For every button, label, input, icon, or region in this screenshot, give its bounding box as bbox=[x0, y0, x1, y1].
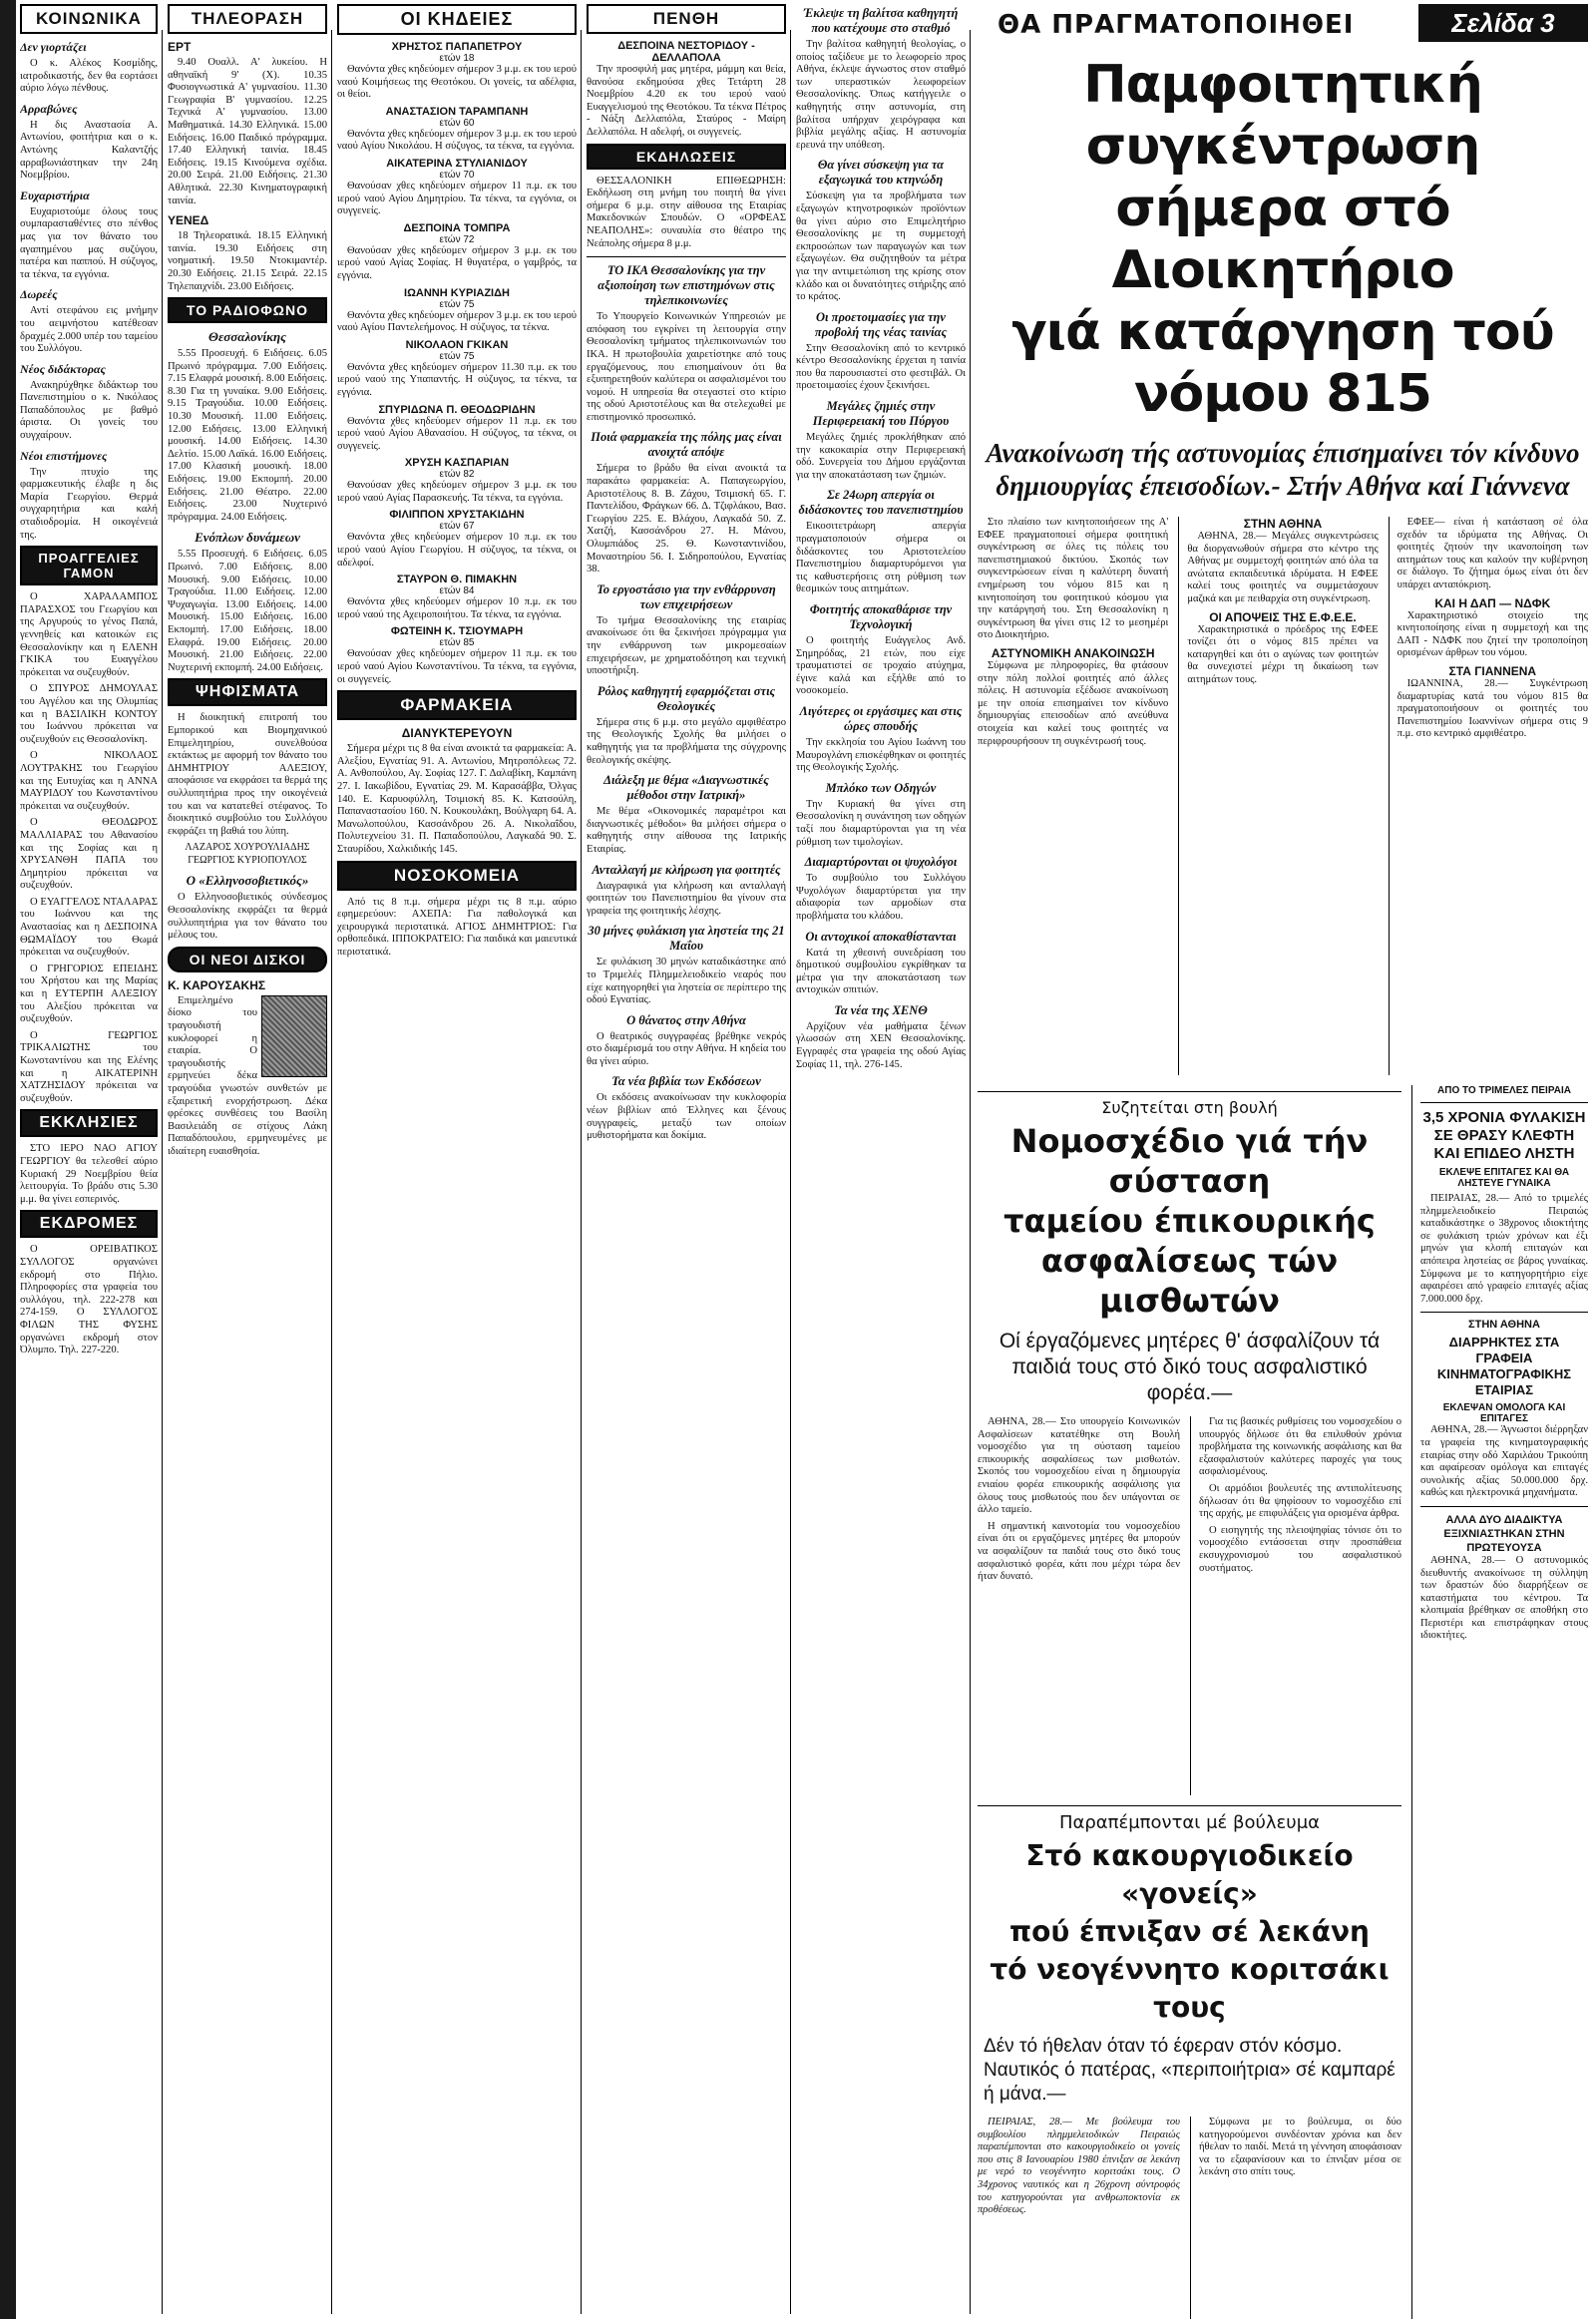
social-item-title: Αρραβώνες bbox=[20, 101, 78, 116]
divider bbox=[978, 1805, 1401, 1806]
news-brief-text: Με θέμα «Οικονομικές παραμέτροι και διαγνωστικές μέθοδοι» θα μιλήσει σήμερα ο καθηγητής στην αίθουσα της Ιατρικής Εταιρίας. bbox=[587, 806, 786, 855]
social-item-text: Αντί στεφάνου εις μνήμην του αειμνήστου κατέθεσαν δραχμές 2.000 υπέρ του ταμείου του Συλλόγου. bbox=[20, 305, 158, 355]
side-subhead-bonds: ΕΚΛΕΨΑΝ ΟΜΟΛΟΓΑ ΚΑΙ ΕΠΙΤΑΓΕΣ bbox=[1442, 1402, 1566, 1425]
funeral-text: Θανούσαν χθες κηδεύομεν σήμερον 3 μ.μ. εκ του ιερού ναού Αγίας Σοφίας. Η θυγατέρα, ο γαμβρός, τα εγγόνια. bbox=[337, 244, 577, 281]
funeral-text: Θανούσαν χθες κηδεύομεν σήμερον 3 μ.μ. εκ του ιερού ναού Αγίας Παρασκευής. Τα τέκνα, τα εγγόνια. bbox=[337, 480, 577, 504]
lead-deck: Ανακοίνωση τής αστυνομίας έπισημαίνει τόν κίνδυνο δημιουργίας έπεισοδίων.- Στήν Αθήνα καί Γιάννενα bbox=[986, 438, 1580, 501]
divider bbox=[1420, 1506, 1588, 1507]
local-briefs bbox=[796, 6, 966, 1071]
left-gutter bbox=[0, 0, 16, 2319]
funeral-text: Θανούσαν χθες κηδεύομεν σήμερον 11 π.μ. εκ του ιερού ναού Αγίου Κωνσταντίνου. Τα τέκνα, τα εγγόνια, οι συγγενείς. bbox=[337, 648, 577, 685]
story-c-kicker: Παραπέμπονται μέ βούλευμα bbox=[1058, 1812, 1321, 1833]
news-brief-text: Οι εκδόσεις ανακοίνωσαν την κυκλοφορία νέων βιβλίων από Έλληνες και ξένους συγγραφείς, μεταξύ των οποίων μυθιστορήματα και δοκίμια. bbox=[587, 1092, 786, 1142]
local-brief-text: Την Κυριακή θα γίνει στη Θεσσαλονίκη η συνάντηση των οδηγών ταξί που διαμαρτύρονται για τη νέα ρύθμιση των τιμολογίων. bbox=[796, 798, 966, 848]
funeral-name: ΑΙΚΑΤΕΡΙΝΑ ΣΤΥΛΙΑΝΙΔΟΥ bbox=[386, 157, 528, 170]
column-rule bbox=[331, 30, 332, 2314]
story-b-paragraph-2: Η σημαντική καινοτομία του νομοσχεδίου είναι ότι οι εργαζόμενες μητέρες θα μπορούν να ασφαλίζουν τα παιδιά τους στο δικό τους ασφαλιστικό φορέα, κάτι που μέχρι τώρα δεν ήταν δυνατό. bbox=[978, 1520, 1180, 1583]
divider bbox=[587, 256, 786, 257]
news-brief-headline: 30 μήνες φυλάκιση για ληστεία της 21 Μαΐου bbox=[588, 924, 785, 954]
singer-photo bbox=[261, 995, 327, 1077]
lead-headline-line-3: γιά κατάργηση τού νόμου 815 bbox=[1011, 302, 1554, 424]
story-c-headline-line-1: Στό κακουργιοδικείο «γονείς» bbox=[1025, 1839, 1354, 1910]
local-brief-headline: Μπλόκο των Οδηγών bbox=[825, 780, 937, 795]
divider bbox=[1420, 1312, 1588, 1313]
column-local-news bbox=[796, 0, 966, 2319]
funeral-text: Θανόντα χθες κηδεύομεν σήμερον 10 π.μ. εκ του ιερού ναού Αγίου Γεωργίου. Η σύζυγος, τα τέκνα, οι αδελφοί. bbox=[337, 532, 577, 569]
local-brief-headline: Οι προετοιμασίες για την προβολή της νέας ταινίας bbox=[814, 309, 948, 339]
news-brief-headline: Ρόλος καθηγητή εφαρμόζεται στις Θεολογικές bbox=[597, 683, 776, 713]
lead-paragraph-1: Στο πλαίσιο των κινητοποιήσεων της Α' ΕΦΕΕ πραγματοποιεί σήμερα φοιτητική συγκέντρωση σε όλες τις πόλεις του πανεπιστημιακού δικτύου. Σκοπός των συγκεντρώσεων είναι η καλύτερη δυνατή ενημέρωση του νόμου 815 και η κινητοποίηση του φοιτητικού κόσμου για την κατάργησή του. Στη Θεσσαλονίκη η συγκέντρωση θα γίνει στις 12 το μεσημέρι στο Διοικητήριο. bbox=[978, 517, 1169, 641]
lead-headline-line-2: σήμερα στό Διοικητήριο bbox=[1111, 179, 1454, 300]
column-tv-radio bbox=[168, 0, 327, 2319]
local-brief-text: Σύσκεψη για τα προβλήματα των εξαγωγών κτηνοτροφικών προϊόντων θα γίνει αύριο στο Επιμελητήριο Θεσσαλονίκης με τη συμμετοχή εκπροσώπων των παραγωγών και των εξαγωγέων. Θα συζητηθούν τα μέτρα για την αντιμετώπιση της κρίσης στον κλάδο και οι δυνατότητες στήριξης από το κράτος. bbox=[796, 191, 966, 303]
social-item-title: Νέοι επιστήμονες bbox=[20, 448, 108, 463]
lead-subhead-police: ΑΣΤΥΝΟΜΙΚΗ ΑΝΑΚΟΙΝΩΣΗ bbox=[991, 645, 1155, 660]
social-item-title: Δωρεές bbox=[20, 287, 58, 302]
church-text: ΣΤΟ ΙΕΡΟ ΝΑΟ ΑΓΙΟΥ ΓΕΩΡΓΙΟΥ θα τελεσθεί αύριο Κυριακή 29 Νοεμβρίου θεία λειτουργία. Το βράδυ στις 5.30 μ.μ. θα γίνει εσπερινός. bbox=[20, 1143, 158, 1205]
side-head-athens: ΣΤΗΝ ΑΘΗΝΑ bbox=[1468, 1319, 1540, 1332]
story-c-col-2 bbox=[1190, 2117, 1401, 2319]
local-brief-text: Την εκκλησία του Αγίου Ιωάννη του Μαυρογλάνη επισκέφθηκαν οι φοιτητές της Θεολογικής Σχολής. bbox=[796, 736, 966, 774]
funeral-age: ετών 82 bbox=[439, 469, 475, 481]
section-title-decrees: ΨΗΦΙΣΜΑΤΑ bbox=[168, 678, 327, 706]
section-title-weddings: ΠΡΟΑΓΓΕΛΙΕΣ ΓΑΜΟΝ bbox=[20, 546, 158, 585]
funeral-age: ετών 72 bbox=[439, 233, 475, 245]
funeral-name: ΧΡΥΣΗ ΚΑΣΠΑΡΙΑΝ bbox=[404, 457, 510, 470]
funeral-text: Θανόντα χθες κηδεύομεν σήμερον 11 π.μ. εκ του ιερού ναού Αγίου Αθανασίου. Η σύζυγος, τα τέκνα, οι συγγενείς. bbox=[337, 415, 577, 452]
events-text: ΘΕΣΣΑΛΟΝΙΚΗ ΕΠΙΘΕΩΡΗΣΗ: Εκδήλωση στη μνήμη του ποιητή θα γίνει σήμερα 6 μ.μ. στην αίθουσα της Εταιρίας Μακεδονικών Σπουδών. Ο «ΟΡΦΕΑΣ ΝΕΑΠΟΛΗΣ»: συναυλία στο θέατρο της Νεάπολης σήμερα 8 μ.μ. bbox=[587, 175, 786, 249]
funeral-name: ΦΩΤΕΙΝΗ Κ. ΤΣΙΟΥΜΑΡΗ bbox=[390, 625, 524, 638]
mourning-name: ΔΕΣΠΟΙΝΑ ΝΕΣΤΟΡΙΔΟΥ - ΔΕΛΛΑΠΟΛΑ bbox=[617, 40, 755, 64]
local-brief-text: Εικοσιτετράωρη απεργία πραγματοποιούν σήμερα οι διδάσκοντες του Αριστοτελείου Πανεπιστημίου διαμαρτυρόμενοι για τις καθυστερήσεις στη ρύθμιση των θεσμικών τους αιτημάτων. bbox=[796, 521, 966, 595]
side-headline-burglars: ΔΙΑΡΡΗΚΤΕΣ ΣΤΑ ΓΡΑΦΕΙΑ ΚΙΝΗΜΑΤΟΓΡΑΦΙΚΗΣ ΕΤΑΙΡΙΑΣ bbox=[1436, 1335, 1572, 1398]
social-item-text: Ανακηρύχθηκε διδάκτωρ του Πανεπιστημίου ο κ. Νικόλαος Παπαδόπουλος με βαθμό άριστα. Οι γονείς του συγχαίρουν. bbox=[20, 379, 158, 442]
social-item-text: Η δις Αναστασία Α. Αντωνίου, φοιτήτρια και ο κ. Αντώνης Καλαντζής αρραβωνιάστηκαν την 24η Νοεμβρίου. bbox=[20, 119, 158, 182]
story-b-kicker: Συζητείται στη βουλή bbox=[1101, 1098, 1278, 1117]
funeral-name: ΙΩΑΝΝΗ ΚΥΡΙΑΖΙΔΗ bbox=[404, 286, 510, 299]
funeral-name: ΧΡΗΣΤΟΣ ΠΑΠΑΠΕΤΡΟΥ bbox=[391, 41, 523, 53]
lead-subhead-efee: ΟΙ ΑΠΟΨΕΙΣ ΤΗΣ Ε.Φ.Ε.Ε. bbox=[1209, 609, 1357, 624]
decree-text: Η διοικητική επιτροπή του Εμπορικού και Βιομηχανικού Επιμελητηρίου, συνελθούσα εκτάκτως με αφορμή τον θάνατο του ΔΗΜΗΤΡΙΟΥ ΑΛΕΞΙΟΥ, αποφάσισε να εκφράσει τα θερμά της συλλυπητήρια προς την οικογένειά του και να κατατεθεί στέφανος. Το διοικητικό συμβούλιο του Συλλόγου εκφράζει τη βαθιά του λύπη. bbox=[168, 712, 327, 837]
news-brief-text: Διαγραφικά για κλήρωση και ανταλλαγή φοιτητών του Πανεπιστημίου θα γίνουν στα γραφεία της φοιτητικής λέσχης. bbox=[587, 880, 786, 917]
story-b-headline-line-3: ασφαλίσεως τών μισθωτών bbox=[1040, 1242, 1339, 1320]
funeral-name: ΑΝΑΣΤΑΣΙΟΝ ΤΑΡΑΜΠΑΝΗ bbox=[385, 105, 529, 118]
lead-paragraph-6: Χαρακτηριστικό στοιχείο της κινητοποίησης είναι η συμμετοχή και της ΔΑΠ - ΝΔΦΚ που ζητεί την τροποποίηση ορισμένων άρθρων του νόμου. bbox=[1396, 609, 1588, 659]
page-number-badge: Σελίδα 3 bbox=[1418, 4, 1588, 42]
section-title-records: ΟΙ ΝΕΟΙ ΔΙΣΚΟΙ bbox=[168, 947, 327, 972]
funeral-name: ΝΙΚΟΛΑΟΝ ΓΚΙΚΑΝ bbox=[405, 338, 509, 351]
lead-paragraph-3: ΑΘΗΝΑ, 28.— Μεγάλες συγκεντρώσεις θα διοργανωθούν σήμερα στο κέντρο της Αθήνας με συμμετοχή φοιτητών από όλα τα ανώτατα εκπαιδευτικά ιδρύματα. Η ΕΦΕΕ καλεί τους φοιτητές να συμμετάσχουν μαζικά και με πειθαρχία στη συγκέντρωση. bbox=[1187, 531, 1379, 604]
decree-2-title: Ο «Ελληνοσοβιετικός» bbox=[186, 873, 309, 889]
news-brief-headline: Διάλεξη με θέμα «Διαγνωστικές μέθοδοι στην Ιατρική» bbox=[603, 773, 769, 803]
funeral-text: Θανόντα χθες κηδεύομεν σήμερον 11.30 π.μ. εκ του ιερού ναού της Υπαπαντής. Η σύζυγος, τα τέκνα, τα εγγόνια. bbox=[337, 361, 577, 398]
story-c-headline bbox=[978, 1837, 1401, 2027]
column-rule bbox=[970, 30, 971, 2314]
social-item-title: Δεν γιορτάζει bbox=[20, 40, 87, 54]
radio-station: Θεσσαλονίκης bbox=[208, 329, 286, 345]
lead-area bbox=[978, 0, 1588, 2319]
section-title-radio: ΤΟ ΡΑΔΙΟΦΩΝΟ bbox=[168, 297, 327, 323]
side-text-3: ΑΘΗΝΑ, 28.— Ο αστυνομικός διευθυντής ανακοίνωσε τη σύλληψη των δραστών δύο διαρρήξεων σε καταστήματα του κέντρου. Τα κλοπιμαία βρέθηκαν σε αποθήκη στο Περιστέρι και επιστράφηκαν στους ιδιοκτήτες. bbox=[1419, 1554, 1588, 1642]
side-head-piraeus: ΑΠΟ ΤΟ ΤΡΙΜΕΛΕΣ ΠΕΙΡΑΙΑ bbox=[1437, 1085, 1571, 1096]
column-funerals bbox=[337, 0, 577, 2319]
local-brief-text: Ο φοιτητής Ευάγγελος Ανδ. Σημηρόδας, 21 ετών, που είχε τραυματιστεί σε τροχαίο ατύχημα, έγινε καλά και εξήλθε από το νοσοκομείο. bbox=[796, 635, 966, 697]
news-brief-text: Το τμήμα Θεσσαλονίκης της εταιρίας ανακοίνωσε ότι θα ξεκινήσει πρόγραμμα για την ενθάρρυνση των μικρομεσαίων επιχειρήσεων, με χρηματοδότηση και τεχνική υποστήριξη. bbox=[587, 614, 786, 677]
story-c-headline-line-2: πού έπνιξαν σέ λεκάνη bbox=[1009, 1915, 1370, 1948]
lower-section bbox=[978, 1085, 1588, 2319]
lead-body-col-1 bbox=[978, 517, 1168, 1075]
records-text-block bbox=[168, 995, 327, 1163]
story-c-headline-line-3: τό νεογέννητο κοριτσάκι τους bbox=[990, 1953, 1390, 2024]
hospitals-text: Από τις 8 π.μ. σήμερα μέχρι τις 8 π.μ. αύριο εφημερεύουν: ΑΧΕΠΑ: Για παθολογικά και χειρουργικά περιστατικά. ΑΓΙΟΣ ΔΗΜΗΤΡΙΟΣ: Για ορθοπεδικά. ΙΠΠΟΚΡΑΤΕΙΟ: Για παιδικά και μαιευτικά περιστατικά. bbox=[337, 896, 577, 958]
local-brief-text: Αρχίζουν νέα μαθήματα ξένων γλωσσών στη ΧΕΝ Θεσσαλονίκης. Εγγραφές στα γραφεία της οδού Αγίας Σοφίας 11, τηλ. 276-145. bbox=[796, 1020, 966, 1070]
wedding-notice: Ο ΓΕΩΡΓΙΟΣ ΤΡΙΚΑΛΙΩΤΗΣ του Κωνσταντίνου και της Ελένης και η ΑΙΚΑΤΕΡΙΝΗ ΧΑΤΖΗΣΙΔΟΥ πρόκειται να συζευχθούν. bbox=[20, 1029, 158, 1104]
section-title-hospitals: ΝΟΣΟΚΟΜΕΙΑ bbox=[337, 861, 577, 891]
section-title-trips: ΕΚΔΡΟΜΕΣ bbox=[20, 1210, 158, 1238]
news-brief-text: Ο θεατρικός συγγραφέας βρέθηκε νεκρός στο διαμέρισμά του στην Αθήνα. Η κηδεία του θα γίνει αύριο. bbox=[587, 1030, 786, 1067]
funeral-age: ετών 85 bbox=[439, 637, 475, 649]
story-c-paragraph-1: ΠΕΙΡΑΙΑΣ, 28.— Με βούλευμα του συμβουλίου πλημμελειοδικών Πειραιώς παραπέμπονται στο κακουργιοδικείο οι γονείς που στις 8 Ιανουαρίου 1980 έπνιξαν σε λεκάνη με νερό το νεογέννητο κοριτσάκι τους. Ο 34χρονος ναυτικός και η 26χρονη σύντροφός του κατηγορούνται για ανθρωποκτονία εκ προθέσεως. bbox=[978, 2117, 1180, 2216]
local-brief-text: Μεγάλες ζημιές προκλήθηκαν από την κακοκαιρία στην Περιφερειακή οδό. Συνεργεία του Δήμου εργάζονται για την αποκατάσταση των ζημιών. bbox=[796, 432, 966, 481]
local-brief-text: Κατά τη χθεσινή συνεδρίαση του δημοτικού συμβουλίου εγκρίθηκαν τα μέτρα για την αποκατάσταση των αντοχικών σπιτιών. bbox=[796, 947, 966, 996]
side-headline-two-cases: ΑΛΛΑ ΔΥΟ ΔΙΑΔΙΚΤΥΑ ΕΞΙΧΝΙΑΣΤΗΚΑΝ ΣΤΗΝ ΠΡΩΤΕΥΟΥΣΑ bbox=[1443, 1513, 1565, 1554]
radio-station-2: Ενόπλων δυνάμεων bbox=[195, 530, 300, 546]
story-b-col-2 bbox=[1190, 1416, 1401, 1795]
column-rule bbox=[581, 30, 582, 2314]
local-brief-text: Το συμβούλιο του Συλλόγου Ψυχολόγων διαμαρτύρεται για την αδιαφορία των αρμοδίων στα προβλήματα του κλάδου. bbox=[796, 873, 966, 922]
funeral-name: ΣΠΥΡΙΔΩΝΑ Π. ΘΕΟΔΩΡΙΔΗΝ bbox=[378, 403, 536, 416]
lead-body-col-2 bbox=[1178, 517, 1378, 1075]
wedding-items bbox=[20, 591, 158, 1105]
lead-headline-line-1: Παμφοιτητική συγκέντρωση bbox=[1083, 55, 1482, 177]
news-brief-headline: ΤΟ ΙΚΑ Θεσσαλονίκης για την αξιοποίηση των επιστημόνων στις τηλεπικοινωνίες bbox=[598, 263, 775, 308]
local-brief-headline: Φοιτητής αποκαθάρισε την Τεχνολογική bbox=[809, 602, 953, 631]
local-brief-headline: Θα γίνει σύσκεψη για τα εξαγωγικά του κτηνώδη bbox=[817, 158, 945, 188]
section-title-churches: ΕΚΚΛΗΣΙΕΣ bbox=[20, 1109, 158, 1137]
records-author: Κ. ΚΑΡΟΥΣΑΚΗΣ bbox=[168, 977, 266, 992]
story-b-paragraph-1: ΑΘΗΝΑ, 28.— Στο υπουργείο Κοινωνικών Ασφαλίσεων κατατέθηκε στη Βουλή νομοσχέδιο για τη σύσταση ταμείου επικουρικής ασφαλίσεως των μισθωτών. Σκοπός του νομοσχεδίου είναι η δημιουργία ενιαίου φορέα επικουρικής ασφάλισης για όλους τους μισθωτούς που δεν υπάγονται σε άλλο ταμείο. bbox=[978, 1416, 1180, 1516]
wedding-notice: Ο ΕΥΑΓΓΕΛΟΣ ΝΤΑΛΑΡΑΣ του Ιωάννου και της Αναστασίας και η ΔΕΣΠΟΙΝΑ ΘΩΜΑΪΔΟΥ του Θωμά πρόκειται να συζευχθούν. bbox=[20, 896, 158, 959]
mourning-text: Την προσφιλή μας μητέρα, μάμμη και θεία, θανούσα εκδημούσα χθες Τετάρτη 28 Νοεμβρίου 4.20 εκ του ιερού ναού Ευαγγελισμού της Θεοτόκου. Τα τέκνα Πέτρος - Νάξη Δελλαπόλα, Σταύρος - Μαίρη Δελλαπόλα. Η αδελφή, οι συγγενείς. bbox=[587, 64, 786, 138]
tv-schedule: 9.40 Ουαλλ. Α' λυκείου. Η αθηναϊκή 9' (Χ). 10.35 Φυσιογνωστικά Α' γυμνασίου. 11.30 Γεωγραφία Β' γυμνασίου. 12.25 Τεχνικά Α' γυμνασίου. 13.00 Μαθηματικά. 14.30 Ελληνικά. 15.00 Ειδήσεις. 16.00 Παιδικό πρόγραμμα. 17.40 Ελληνική ταινία. 18.45 Ειδήσεις. 19.15 Κινούμενα σχέδια. 20.00 Σειρά. 21.00 Ειδήσεις. 21.30 Αθλητικά. 22.30 Κινηματογραφική ταινία. bbox=[168, 57, 327, 206]
lower-main bbox=[978, 1085, 1401, 2319]
side-text-1: ΠΕΙΡΑΙΑΣ, 28.— Από το τριμελές πλημμελειοδικείο Πειραιώς καταδικάστηκε ο 38χρονος ιδιοκτήτης σε φυλάκιση τριών χρόνων και έξι μηνών για κλοπή επιταγών και απόπειρα ληστείας σε βάρος γυναίκας. Σύμφωνα με το κατηγορητήριο είχε αφαιρέσει από γραφείο επιταγές αξίας 7.000.000 δρχ. bbox=[1419, 1193, 1588, 1305]
news-brief-headline: Ανταλλαγή με κλήρωση για φοιτητές bbox=[592, 862, 781, 877]
local-brief-text: Την βαλίτσα καθηγητή θεολογίας, ο οποίος ταξίδευε με το λεωφορείο προς Αθήνα, έκλεψε άγνωστος στον σταθμό των υπεραστικών λεωφορείων Θεσσαλονίκης. Όπως κατήγγειλε ο καθηγητής στην αστυνομία, στη βαλίτσα υπήρχαν χειρόγραφα και βιβλία μεγάλης αξίας. Η αστυνομία ερευνά την υπόθεση. bbox=[796, 39, 966, 151]
lead-subhead-athens: ΣΤΗΝ ΑΘΗΝΑ bbox=[1243, 517, 1323, 531]
story-b-headline-line-2: ταμείου έπικουρικής bbox=[1003, 1202, 1376, 1240]
section-title-events: ΕΚΔΗΛΩΣΕΙΣ bbox=[587, 144, 786, 170]
local-brief-headline: Διαμαρτύρονται οι ψυχολόγοι bbox=[804, 855, 958, 870]
lead-paragraph-7: ΙΩΑΝΝΙΝΑ, 28.— Συγκέντρωση διαμαρτυρίας κατά του νόμου 815 θα πραγματοποιήσουν οι φοιτητές του Πανεπιστημίου Ιωαννίνων σήμερα στις 9 π.μ. στο κεντρικό αμφιθέατρο. bbox=[1396, 677, 1588, 740]
tv-channel-2: ΥΕΝΕΔ bbox=[168, 213, 209, 228]
story-c-deck: Δέν τό ήθελαν όταν τό έφεραν στόν κόσμο. Ναυτικός ό πατέρας, «περιποιήτρια» σέ καμπαρέ ή μάνα.— bbox=[984, 2036, 1396, 2105]
section-title-social: ΚΟΙΝΩΝΙΚΑ bbox=[20, 4, 158, 34]
story-b-headline bbox=[978, 1121, 1401, 1321]
funeral-name: ΦΙΛΙΠΠΟΝ ΧΡΥΣΤΑΚΙΔΗΝ bbox=[389, 509, 525, 522]
tv-channel: ΕΡΤ bbox=[168, 40, 192, 54]
side-subhead-checks: ΕΚΛΕΨΕ ΕΠΙΤΑΓΕΣ ΚΑΙ ΘΑ ΛΗΣΤΕΥΕ ΓΥΝΑΙΚΑ bbox=[1438, 1167, 1570, 1189]
story-b-col-1 bbox=[978, 1416, 1180, 1795]
social-item-text: Ο κ. Αλέκος Κοσμίδης, ιατροδικαστής, δεν θα εορτάσει αύριο λόγω πένθους. bbox=[20, 58, 158, 95]
local-brief-headline: Σε 24ωρη απεργία οι διδάσκοντες του πανεπιστημίου bbox=[798, 488, 964, 518]
funeral-age: ετών 67 bbox=[439, 521, 475, 533]
story-b-paragraph-4: Οι αρμόδιοι βουλευτές της αντιπολίτευσης δήλωσαν ότι θα ψηφίσουν το νομοσχέδιο επί της αρχής, με επιφυλάξεις για ορισμένα άρθρα. bbox=[1199, 1482, 1401, 1520]
news-brief-text: Σήμερα στις 6 μ.μ. στο μεγάλο αμφιθέατρο της Θεολογικής Σχολής θα μιλήσει ο καθηγητής για τα προβλήματα της σύγχρονης θεολογικής σκέψης. bbox=[587, 716, 786, 766]
social-item-text: Ευχαριστούμε όλους τους συμπαρασταθέντες στο πένθος μας για τον θάνατο του αγαπημένου μας συζύγου, πατέρα και παππού. Η σύζυγος, τα τέκνα, τα εγγόνια. bbox=[20, 205, 158, 280]
tv-schedule-2: 18 Τηλεορατικά. 18.15 Ελληνική ταινία. 19.30 Ειδήσεις στη νοηματική. 19.50 Ντοκιμαντέρ. 20.30 Ειδήσεις. 21.15 Σειρά. 22.15 Τηλεπαιχνίδι. 23.00 Ειδήσεις. bbox=[168, 230, 327, 292]
mourning-notices bbox=[587, 40, 786, 140]
story-c-col-1 bbox=[978, 2117, 1180, 2319]
lead-paragraph-2: Σύμφωνα με πληροφορίες, θα φτάσουν στην πόλη πολλοί φοιτητές από άλλες πόλεις. Η αστυνομία εξέδωσε ανακοίνωση με την οποία επισημαίνει τον κίνδυνο δημιουργίας επεισοδίων από ανεύθυνα στοιχεία και καλεί τους φοιτητές να περιφρουρήσουν τη συγκέντρωσή τους. bbox=[978, 659, 1169, 747]
local-brief-headline: Λιγότερες οι εργάσιμες και στις ώρες σπουδής bbox=[799, 703, 963, 733]
news-brief-headline: Τα νέα βιβλία των Εκδόσεων bbox=[611, 1074, 761, 1089]
masthead-row bbox=[978, 0, 1588, 48]
funeral-text: Θανόντα χθες κηδεύομεν σήμερον 3 μ.μ. εκ του ιερού ναού Κοιμήσεως της Θεοτόκου. Οι γονείς, τα αδέλφια, οι θείοι. bbox=[337, 64, 577, 101]
news-brief-headline: Ποιά φαρμακεία της πόλης μας είναι ανοιχτά απόψε bbox=[591, 430, 782, 460]
pharmacies-subhead: ΔΙΑΝΥΚΤΕΡΕΥΟΥΝ bbox=[401, 726, 513, 741]
news-brief-headline: Ο θάνατος στην Αθήνα bbox=[626, 1012, 746, 1027]
section-title-pharmacies: ΦΑΡΜΑΚΕΙΑ bbox=[337, 690, 577, 720]
section-title-funerals: ΟΙ ΚΗΔΕΙΕΣ bbox=[337, 4, 577, 35]
funeral-name: ΣΤΑΥΡΟΝ Θ. ΠΙΜΑΚΗΝ bbox=[396, 574, 518, 586]
side-headline-sentence: 3,5 ΧΡΟΝΙΑ ΦΥΛΑΚΙΣΗ ΣΕ ΘΡΑΣΥ ΚΛΕΦΤΗ ΚΑΙ ΕΠΙΔΕΟ ΛΗΣΤΗ bbox=[1422, 1109, 1586, 1162]
lead-subhead-ioannina: ΣΤΑ ΓΙΑΝΝΕΝΑ bbox=[1448, 663, 1537, 678]
news-brief-text: Το Υπουργείο Κοινωνικών Υπηρεσιών με απόφαση του εγκρίνει τη λειτουργία στην Θεσσαλονίκη τμήματος τηλεπικοινωνιών του ΙΚΑ. Η πρωτοβουλία χαιρετίστηκε από τους εργαζόμενους, που επισημαίνουν ότι θα εξυπηρετηθούν καλύτερα οι ασφαλισμένοι του νομού. Η υπηρεσία θα στεγαστεί στο κτίριο της οδού Αριστοτέλους και θα στελεχωθεί με επιστημονικό προσωπικό. bbox=[587, 311, 786, 423]
column-mourning-news bbox=[587, 0, 786, 2319]
column-rule bbox=[162, 30, 163, 2314]
news-brief-text: Σήμερα το βράδυ θα είναι ανοικτά τα παρακάτω φαρμακεία: Α. Παπαγεωργίου, Αριστοτέλους 8. Β. Ζάχου, Τσιμισκή 65. Γ. Παντελίδου, Φράγκων 66. Δ. Τζιφλάκου, Βασ. Γεωργίου 225. Ε. Βλάχου, Λαγκαδά 50. Ζ. Χατζή, Κασσάνδρου 27. Η. Μάνου, Ολυμπιάδος 25. Θ. Κωνσταντινίδου, Μοναστηρίου 56. Ι. Σιδηροπούλου, Εγνατίας 38. bbox=[587, 463, 786, 576]
lead-subhead-dap: ΚΑΙ Η ΔΑΠ — ΝΔΦΚ bbox=[1434, 595, 1551, 610]
funeral-age: ετών 75 bbox=[439, 298, 475, 310]
social-item-text: Την πτυχίο της φαρμακευτικής έλαβε η δις Μαρία Γεωργίου. Θερμά συγχαρητήρια και καλή σταδιοδρομία. Η οικογένειά της. bbox=[20, 466, 158, 541]
lead-paragraph-4: Χαρακτηριστικά ο πρόεδρος της ΕΦΕΕ τονίζει ότι ο νόμος 815 πρέπει να καταργηθεί και ότι ο αγώνας των φοιτητών θα συνεχιστεί μέχρι τη δικαίωση των αιτημάτων τους. bbox=[1187, 623, 1379, 685]
social-items bbox=[20, 40, 158, 542]
local-brief-text: Στην Θεσσαλονίκη από το κεντρικό κέντρο Θεσσαλονίκης έρχεται η ταινία που θα παρουσιαστεί στο φεστιβάλ. Οι προετοιμασίες έχουν ξεκινήσει. bbox=[796, 342, 966, 392]
funeral-age: ετών 75 bbox=[439, 350, 475, 362]
lead-body bbox=[978, 517, 1588, 1075]
divider bbox=[1420, 1102, 1588, 1103]
radio-schedule: 5.55 Προσευχή. 6 Ειδήσεις. 6.05 Πρωινό πρόγραμμα. 7.00 Ειδήσεις. 7.15 Ελαφρά μουσική. 8.00 Ειδήσεις. 8.30 Για τη γυναίκα. 9.00 Ειδήσεις. 9.15 Τραγούδια. 10.00 Ειδήσεις. 10.30 Μουσική. 11.00 Ειδήσεις. 12.00 Ειδήσεις. 13.00 Ελληνική μουσική. 14.00 Ειδήσεις. 14.30 Δελτίο. 15.00 Λαϊκά. 16.00 Ειδήσεις. 17.00 Κλασική μουσική. 18.00 Ειδήσεις. 19.00 Εκπομπή. 20.00 Ειδήσεις. 21.00 Θέατρο. 22.00 Ειδήσεις. 23.00 Νυχτερινό πρόγραμμα. 24.00 Ειδήσεις. bbox=[168, 348, 327, 523]
radio-schedule-2: 5.55 Προσευχή. 6 Ειδήσεις. 6.05 Πρωινό. 7.00 Ειδήσεις. 8.00 Μουσική. 9.00 Ειδήσεις. 10.00 Τραγούδια. 11.00 Ειδήσεις. 12.00 Ψυχαγωγία. 13.00 Ειδήσεις. 14.00 Μουσική. 15.00 Ειδήσεις. 16.00 Εκπομπή. 17.00 Ειδήσεις. 18.00 Ελαφρά. 19.00 Ειδήσεις. 20.00 Μουσική. 21.00 Ειδήσεις. 22.00 Νυχτερινή εκπομπή. 24.00 Ειδήσεις. bbox=[168, 549, 327, 673]
story-b-paragraph-5: Ο εισηγητής της πλειοψηφίας τόνισε ότι το νομοσχέδιο εντάσσεται στην προσπάθεια εκσυγχρονισμού του ασφαλιστικού συστήματος. bbox=[1199, 1524, 1401, 1574]
story-b-paragraph-3: Για τις βασικές ρυθμίσεις του νομοσχεδίου ο υπουργός δήλωσε ότι θα επιλυθούν χρόνια προβλήματα της κοινωνικής ασφάλισης και θα εξασφαλιστούν καλύτερες παροχές για τους ασφαλισμένους. bbox=[1199, 1416, 1401, 1478]
column-rule bbox=[790, 30, 791, 2314]
wedding-notice: Ο ΣΠΥΡΟΣ ΔΗΜΟΥΛΑΣ του Αγγέλου και της Ολυμπίας και η ΒΑΣΙΛΙΚΗ ΚΟΝΤΟΥ του Ιωάννου πρόκειται να συζευχθούν εις Θεσσαλονίκη. bbox=[20, 683, 158, 745]
local-brief-headline: Έκλεψε τη βαλίτσα καθηγητή που κατέχουμε στο σταθμό bbox=[803, 6, 959, 35]
wedding-notice: Ο ΘΕΟΔΩΡΟΣ ΜΑΛΛΙΑΡΑΣ του Αθανασίου και της Σοφίας και η ΧΡΥΣΑΝΘΗ ΠΑΠΑ του Δημητρίου πρόκειται να συζευχθούν. bbox=[20, 817, 158, 892]
lead-body-col-3 bbox=[1389, 517, 1588, 1075]
trips-text: Ο ΟΡΕΙΒΑΤΙΚΟΣ ΣΥΛΛΟΓΟΣ οργανώνει εκδρομή στο Πήλιο. Πληροφορίες στα γραφεία του συλλόγου, τηλ. 222-278 και 274-159. Ο ΣΥΛΛΟΓΟΣ ΦΙΛΩΝ ΤΗΣ ΦΥΣΗΣ οργανώνει εκδρομή στον Όλυμπο. Τηλ. 227-220. bbox=[20, 1244, 158, 1356]
lead-headline bbox=[978, 54, 1588, 425]
funeral-text: Θανούσαν χθες κηδεύομεν σήμερον 11 π.μ. εκ του ιερού ναού Αγίου Δημητρίου. Τα τέκνα, τα εγγόνια, οι συγγενείς. bbox=[337, 180, 577, 217]
section-title-tv: ΤΗΛΕΟΡΑΣΗ bbox=[168, 4, 327, 34]
funeral-age: ετών 60 bbox=[439, 117, 475, 129]
decree-2-text: Ο Ελληνοσοβιετικός σύνδεσμος Θεσσαλονίκης εκφράζει τα θερμά συλλυπητήρια για τον θάνατο του μέλους του. bbox=[168, 892, 327, 942]
news-brief-text: Σε φυλάκιση 30 μηνών καταδικάστηκε από το Τριμελές Πλημμελειοδικείο νεαρός που είχε κατηγορηθεί για ληστεία σε περίπτερο της οδού Εγνατίας. bbox=[587, 957, 786, 1006]
news-brief-headline: Το εργοστάσιο για την ενθάρρυνση των επιχειρήσεων bbox=[597, 581, 776, 611]
local-brief-headline: Τα νέα της ΧΕΝΘ bbox=[834, 1002, 928, 1017]
wedding-notice: Ο ΓΡΗΓΟΡΙΟΣ ΕΠΕΙΔΗΣ του Χρήστου και της Μαρίας και η ΕΥΤΕΡΠΗ ΑΛΕΞΙΟΥ του Αλεξίου πρόκειται να συζευχθούν. bbox=[20, 963, 158, 1025]
local-brief-headline: Οι αντοχικοί αποκαθίστανται bbox=[805, 929, 957, 944]
story-b-headline-line-1: Νομοσχέδιο γιά τήν σύσταση bbox=[1010, 1122, 1369, 1200]
wedding-notice: Ο ΧΑΡΑΛΑΜΠΟΣ ΠΑΡΑΣΧΟΣ του Γεωργίου και της Αργυρούς το γένος Παπά, γεννηθείς και κατοικών εις Θεσσαλονίκην και η ΕΛΕΝΗ ΓΚΙΚΑ του Ευαγγέλου πρόκειται να συζευχθούν. bbox=[20, 591, 158, 678]
funeral-text: Θανόντα χθες κηδεύομεν σήμερον 10 π.μ. εκ του ιερού ναού της Αχειροποιήτου. Τα τέκνα, τα εγγόνια. bbox=[337, 596, 577, 620]
lead-paragraph-5: ΕΦΕΕ— είναι ή κατάσταση σέ όλα σχεδόν τα ιδρύματα της Αθήνας. Οι φοιτητές ζητούν την ικανοποίηση των αιτημάτων τους και καλούν την κυβέρνηση σε διάλογο. Το ζήτημα όμως είναι ότι δεν υπάρχει ανταπόκριση. bbox=[1396, 517, 1588, 590]
social-item-title: Νέος διδάκτορας bbox=[20, 361, 106, 376]
local-brief-headline: Μεγάλες ζημιές στην Περιφερειακή του Πύργου bbox=[812, 399, 950, 429]
news-briefs bbox=[587, 263, 786, 1143]
funeral-age: ετών 84 bbox=[439, 585, 475, 597]
pharmacies-list: Σήμερα μέχρι τις 8 θα είναι ανοικτά τα φαρμακεία: Α. Αλεξίου, Εγνατίας 91. Α. Αντωνίου, Μητροπόλεως 72. Α. Ανθοπούλου, Αγ. Σοφίας 127. Γ. Δαλαβίκη, Καμπάνη 27. Ι. Ιακωβίδου, Εγνατίας 29. Μ. Καρασάββα, Όλγας 140. Ε. Καρυοφύλλη, Τσιμισκή 85. Κ. Κατσούλη, Παπαναστασίου 160. Ν. Κουκουλάκη, Βούλγαρη 64. Α. Μανωλοπούλου, Κασσάνδρου 26. Α. Νικολαΐδου, Πολυτεχνείου 31. Π. Παπαδοπούλου, Λαγκαδά 90. Σ. Σταυρίδου, Χαλκιδικής 145. bbox=[337, 743, 577, 855]
story-b-deck: Οί έργαζόμενες μητέρες θ' άσφαλίζουν τά παιδιά τους στό δικό τους ασφαλιστικό φορέα.— bbox=[998, 1330, 1381, 1404]
funeral-age: ετών 18 bbox=[439, 53, 475, 64]
funeral-age: ετών 70 bbox=[439, 169, 475, 181]
story-c-body bbox=[978, 2117, 1401, 2319]
story-b-body bbox=[978, 1416, 1401, 1795]
social-item-title: Ευχαριστήρια bbox=[20, 188, 90, 202]
funeral-notices bbox=[337, 41, 577, 686]
column-social bbox=[20, 0, 158, 2319]
wedding-notice: Ο ΝΙΚΟΛΑΟΣ ΛΟΥΤΡΑΚΗΣ του Γεωργίου και της Ευτυχίας και η ΑΝΝΑ ΜΑΥΡΙΔΟΥ του Κωνσταντίνου πρόκειται να συζευχθούν. bbox=[20, 750, 158, 812]
funeral-text: Θανόντα χθες κηδεύομεν σήμερον 3 μ.μ. εκ του ιερού ναού Αγίου Νικολάου. Η σύζυγος, τα τέκνα, τα εγγόνια. bbox=[337, 128, 577, 153]
decree-signatures: ΛΑΖΑΡΟΣ ΧΟΥΡΟΥΛΙΑΔΗΣ ΓΕΩΡΓΙΟΣ ΚΥΡΙΟΠΟΥΛΟΣ bbox=[185, 842, 310, 866]
divider bbox=[978, 1091, 1401, 1092]
masthead-kicker: ΘΑ ΠΡΑΓΜΑΤΟΠΟΙΗΘΕΙ bbox=[998, 10, 1355, 40]
funeral-text: Θανόντα χθες κηδεύομεν σήμερον 3 μ.μ. εκ του ιερού ναού Αγίου Παντελεήμονος. Η σύζυγος, τα τέκνα. bbox=[337, 309, 577, 334]
side-column bbox=[1411, 1085, 1588, 2319]
story-c-paragraph-2: Σύμφωνα με το βούλευμα, οι δύο κατηγορούμενοι συνδέονταν χρόνια και δεν ήθελαν το παιδί. Μετά τη γέννηση αποφάσισαν να το εξαφανίσουν και το έπνιξαν μέσα σε λεκάνη στο σπίτι τους. bbox=[1199, 2117, 1401, 2178]
records-text: Επιμελημένο δίσκο του τραγουδιστή κυκλοφορεί η εταιρία. Ο τραγουδιστής ερμηνεύει δέκα τραγούδια γνωστών συνθετών με εξαιρετική ενορχήστρωση. Δέκα φρέσκες συνθέσεις του Βασίλη Βασιλειάδη σε στίχους Λάκη Παπαδόπουλου, ερμηνευμένες με ιδιαίτερη ευαισθησία. bbox=[168, 994, 327, 1157]
funeral-name: ΔΕΣΠΟΙΝΑ ΤΟΜΠΡΑ bbox=[403, 221, 511, 234]
side-text-2: ΑΘΗΝΑ, 28.— Άγνωστοι διέρρηξαν τα γραφεία της κινηματογραφικής εταιρίας στην οδό Χαριλάου Τρικούπη και αφαίρεσαν ομόλογα και επιταγές συνολικής αξίας 50.000.000 δρχ. καθώς και ηλεκτρονικά μηχανήματα. bbox=[1419, 1424, 1588, 1499]
section-title-mourning: ΠΕΝΘΗ bbox=[587, 4, 786, 34]
